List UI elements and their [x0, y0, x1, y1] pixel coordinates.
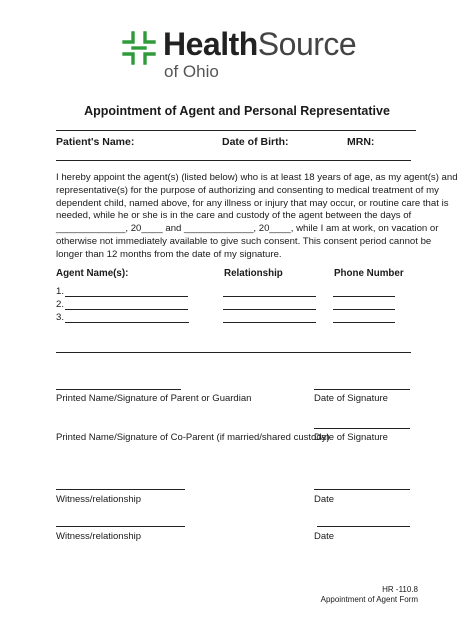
brand-name-bold: Health [163, 26, 258, 62]
witness1-date-line[interactable] [314, 489, 410, 490]
agent-name-line[interactable] [65, 309, 188, 310]
paragraph-line: _____________, 20____ and _____________, 20____, while I am at work, on vacation or [56, 223, 439, 235]
document-title: Appointment of Agent and Personal Representative [84, 104, 390, 118]
relationship-line[interactable] [223, 296, 316, 297]
relationship-line[interactable] [223, 322, 316, 323]
parent-signature-line[interactable] [56, 389, 181, 390]
relationship-line[interactable] [223, 309, 316, 310]
consent-paragraph [56, 172, 458, 262]
paragraph-line: I hereby appoint the agent(s) (listed below) who is at least 18 years of age, as my agent(s) and [56, 172, 458, 183]
brand-subtitle: of Ohio [164, 62, 219, 81]
row-number: 1. [56, 286, 65, 297]
mrn-label: MRN: [347, 136, 375, 148]
row-number: 3. [56, 312, 65, 323]
divider-line [56, 130, 416, 131]
form-code: HR -110.8 [382, 585, 418, 594]
row-number: 2. [56, 299, 65, 310]
paragraph-line: dependent child, named above, for any illness or injury that may occur, or routine care that is [56, 197, 449, 209]
relationship-header: Relationship [224, 268, 283, 279]
witness2-date-label: Date [314, 531, 335, 542]
paragraph-line: needed, while he or she is in the care and custody of the agent between the days of [56, 210, 412, 222]
agent-name-line[interactable] [65, 322, 189, 323]
witness2-signature-line[interactable] [56, 526, 185, 527]
coparent-signature-label: Printed Name/Signature of Co-Parent (if married/shared custody) [56, 432, 330, 443]
phone-line[interactable] [333, 296, 395, 297]
agent-names-header: Agent Name(s): [56, 268, 129, 279]
dob-label: Date of Birth: [222, 136, 289, 148]
brand-name-regular: Source [257, 26, 357, 62]
agent-name-line[interactable] [65, 296, 188, 297]
patient-info-fill-line[interactable] [56, 160, 411, 161]
parent-date-label: Date of Signature [314, 393, 388, 404]
coparent-date-line[interactable] [314, 428, 410, 429]
witness1-signature-line[interactable] [56, 489, 185, 490]
parent-date-line[interactable] [314, 389, 410, 390]
paragraph-line: representative(s) for the purpose of authorizing and consenting to medical treatment of my [56, 184, 439, 196]
parent-signature-label: Printed Name/Signature of Parent or Guardian [56, 393, 252, 404]
paragraph-line: otherwise not immediately available to give such consent. This consent period cannot be [56, 235, 432, 247]
witness2-date-line[interactable] [317, 526, 410, 527]
form-name: Appointment of Agent Form [320, 595, 418, 604]
brand-name [163, 26, 356, 62]
patient-name-label: Patient's Name: [56, 136, 135, 148]
phone-number-header: Phone Number [334, 268, 404, 279]
paragraph-line: longer than 12 months from the date of my signature. [56, 248, 282, 260]
coparent-date-label: Date of Signature [314, 432, 388, 443]
phone-line[interactable] [333, 309, 395, 310]
healthsource-logo-icon [122, 31, 156, 65]
phone-line[interactable] [333, 322, 395, 323]
witness2-label: Witness/relationship [56, 531, 142, 542]
section-divider-line [56, 352, 411, 353]
witness1-date-label: Date [314, 494, 335, 505]
witness1-label: Witness/relationship [56, 494, 142, 505]
